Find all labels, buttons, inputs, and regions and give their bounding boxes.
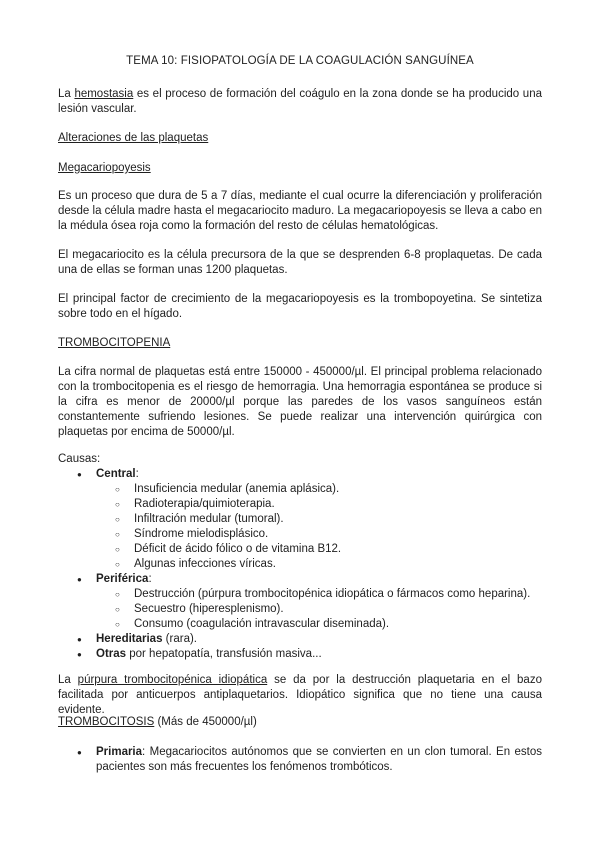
intro-paragraph: [58, 87, 542, 117]
causa-item: [58, 647, 558, 662]
causa-label: Periférica: [96, 573, 149, 585]
causa-subitem: ○ Consumo (coagulación intravascular diseminada).: [58, 617, 558, 632]
causa-item: [58, 632, 558, 647]
causa-label: Hereditarias: [96, 633, 163, 645]
causa-subitem: ○ Infiltración medular (tumoral).: [58, 512, 558, 527]
purpura-term: púrpura trombocitopénica idiopática: [77, 674, 268, 686]
intro-pre: La: [58, 88, 75, 100]
megacariopoyesis-paragraph-3: El principal factor de crecimiento de la megacariopoyesis es la trombopoyetina. Se sintetiza sobre todo en el hígado.: [58, 293, 542, 320]
causa-subitem: ○ Insuficiencia medular (anemia aplásica).: [58, 482, 558, 497]
primaria-item: [58, 745, 542, 775]
causa-suffix: por hepatopatía, transfusión masiva...: [126, 648, 322, 660]
causa-item: [58, 467, 558, 482]
causas-block: [58, 452, 558, 662]
purpura-pre: La: [58, 674, 78, 686]
causas-label: Causas:: [58, 453, 101, 465]
page-title: TEMA 10: FISIOPATOLOGÍA DE LA COAGULACIÓN SANGUÍNEA: [126, 55, 474, 67]
primaria-text: [96, 745, 542, 775]
causa-label: Otras: [96, 648, 127, 660]
section-heading-trombocitopenia: TROMBOCITOPENIA: [58, 337, 171, 349]
causa-subitem: ○ Síndrome mielodisplásico.: [58, 527, 558, 542]
megacariopoyesis-paragraph-1: Es un proceso que dura de 5 a 7 días, mediante el cual ocurre la diferenciación y proliferación desde la célula madre hasta el megacariocito maduro. La megacariopoyesis se lleva a cabo en la médula ósea roja como la formación del resto de células hematológicas.: [58, 190, 542, 232]
causa-subitem: ○ Déficit de ácido fólico o de vitamina B12.: [58, 542, 558, 557]
section-heading-megacariopoyesis: Megacariopoyesis: [58, 162, 151, 174]
primaria-body: : Megacariocitos autónomos que se convierten en un clon tumoral. En estos pacientes son más frecuentes los fenómenos trombóticos.: [96, 746, 542, 773]
causa-item: [58, 572, 558, 587]
causa-suffix: :: [148, 573, 152, 585]
trombocitopenia-paragraph: La cifra normal de plaquetas está entre 150000 - 450000/µl. El principal problema relacionado con la trombocitopenia es el riesgo de hemorragia. Una hemorragia espontánea se produce si la cifra es menor de 20000/µl porque las paredes de los vasos sanguíneos están constantemente sufriendo lesiones. Se puede realizar una intervención quirúrgica con plaquetas por encima de 50000/µl.: [58, 366, 542, 438]
causa-subitem: ○ Algunas infecciones víricas.: [58, 557, 558, 572]
bullet-icon: ●: [77, 748, 82, 757]
causa-subitem: ○ Radioterapia/quimioterapia.: [58, 497, 558, 512]
purpura-post: se da por la destrucción plaquetaria en el bazo facilitada por anticuerpos antiplaquetarios. Idiopático significa que no tiene una causa evidente.: [58, 674, 542, 716]
causa-suffix: (rara).: [162, 633, 197, 645]
causas-list: [58, 467, 558, 662]
intro-post: es el proceso de formación del coágulo en la zona donde se ha producido una lesión vascular.: [58, 88, 542, 115]
causa-label: Central: [96, 468, 136, 480]
causa-subitem: ○ Destrucción (púrpura trombocitopénica idiopática o fármacos como heparina).: [58, 587, 558, 602]
section-heading-trombocitosis-line: [58, 716, 257, 728]
purpura-paragraph: [58, 673, 542, 718]
causa-subitem: ○ Secuestro (hiperesplenismo).: [58, 602, 558, 617]
hemostasia-term: hemostasia: [74, 88, 134, 100]
causa-suffix: :: [135, 468, 139, 480]
trombocitosis-range: (Más de 450000/µl): [154, 716, 257, 728]
section-heading-trombocitosis: TROMBOCITOSIS: [58, 716, 155, 728]
section-heading-plaquetas: Alteraciones de las plaquetas: [58, 132, 209, 144]
megacariopoyesis-paragraph-2: El megacariocito es la célula precursora de la que se desprenden 6-8 proplaquetas. De cada una de ellas se forman unas 1200 plaquetas.: [58, 249, 542, 276]
primaria-label: Primaria: [96, 746, 143, 758]
